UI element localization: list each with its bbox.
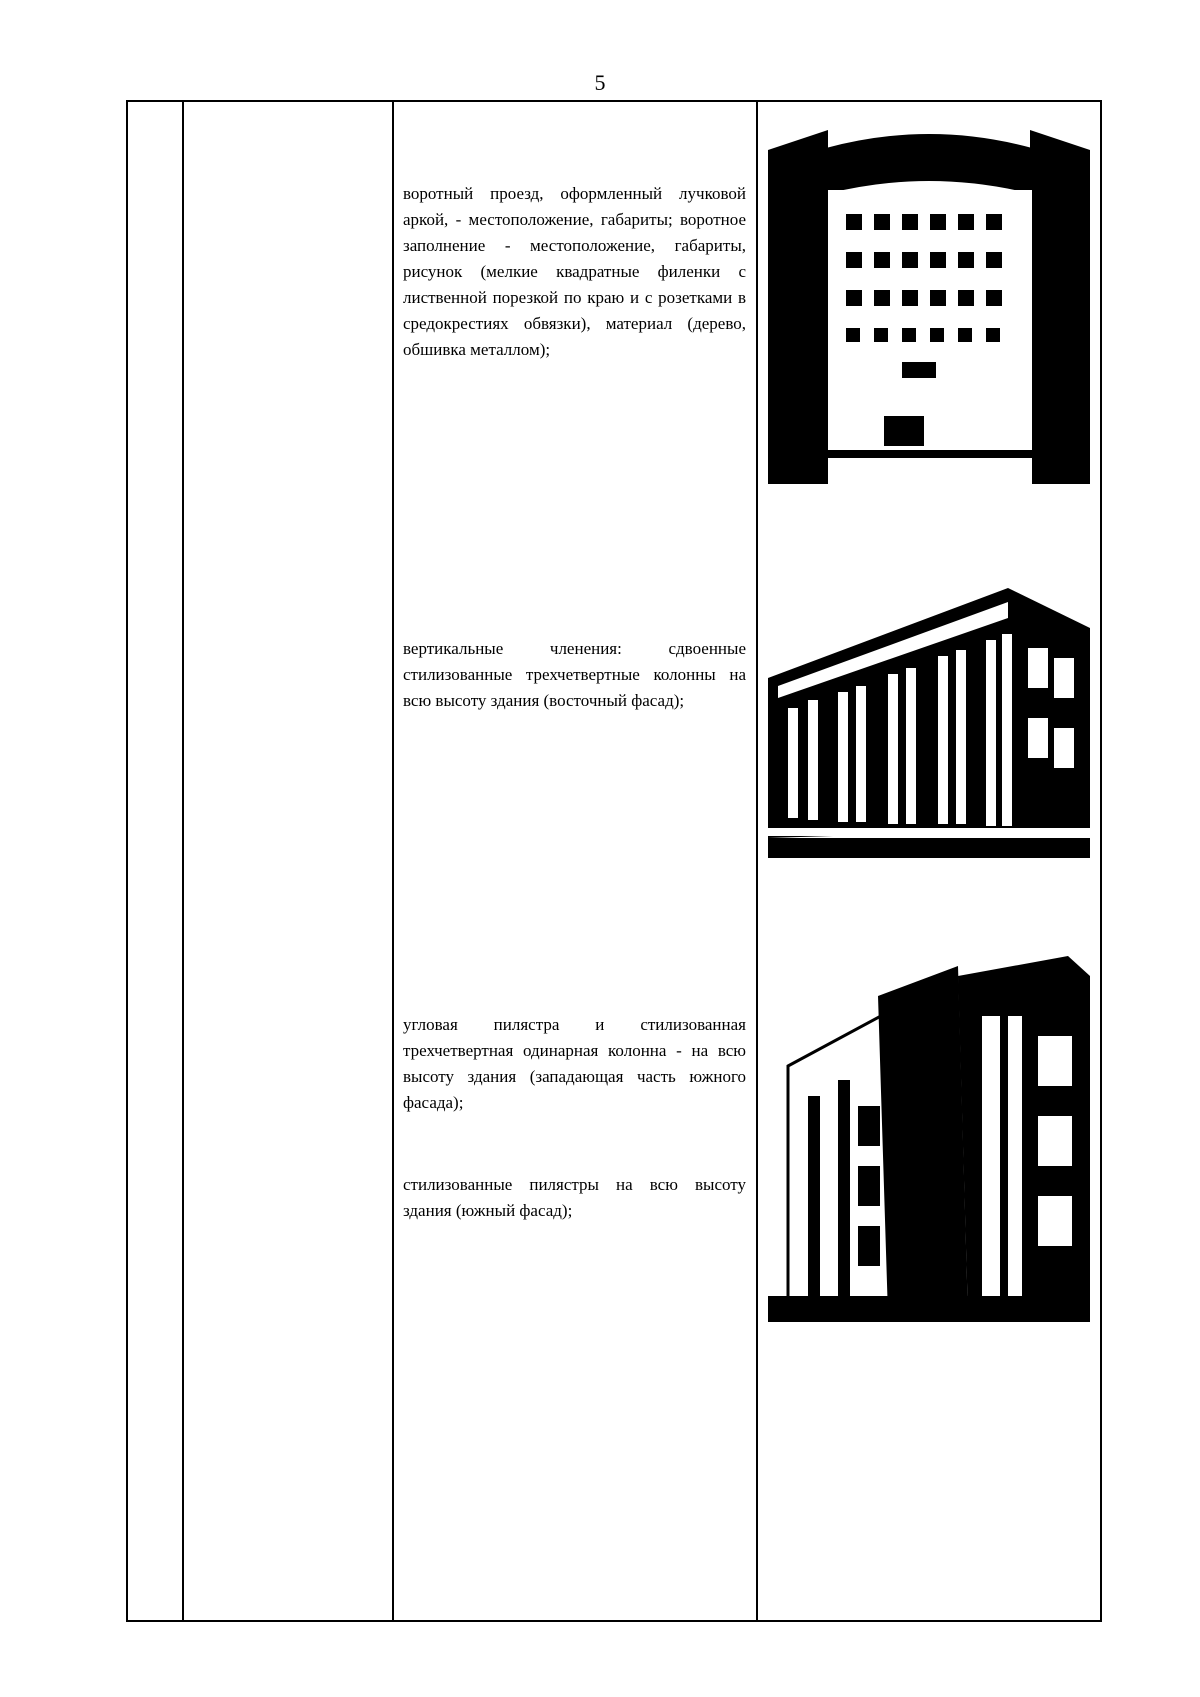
description-south-facade-pilasters: стилизованные пилястры на всю высоту здания (южный фасад);	[403, 1175, 746, 1220]
description-gate-archway: воротный проезд, оформленный лучковой аркой, - местоположение, габариты; воротное заполнение - местоположение, габариты, рисунок (мелкие квадратные филенки с лиственной порезкой по краю и с розетками в средокрестиях обвязки), материал (дерево, обшивка металлом);	[403, 184, 746, 359]
column-divider-3	[756, 100, 758, 1622]
south-facade-photo	[768, 956, 1090, 1322]
east-facade-photo	[768, 588, 1090, 858]
column-divider-1	[182, 100, 184, 1622]
description-east-facade-columns: вертикальные членения: сдвоенные стилизованные трехчетвертные колонны на всю высоту здания (восточный фасад);	[403, 639, 746, 710]
page-number: 5	[594, 70, 606, 95]
column-divider-2	[392, 100, 394, 1622]
gate-archway-photo	[768, 130, 1090, 484]
description-corner-pilaster: угловая пилястра и стилизованная трехчетвертная одинарная колонна - на всю высоту здания (западающая часть южного фасада);	[403, 1015, 746, 1112]
